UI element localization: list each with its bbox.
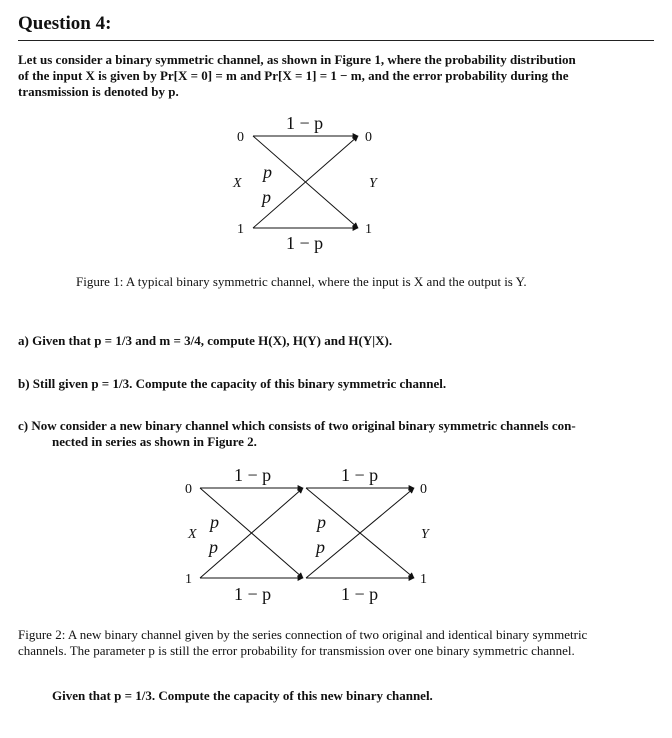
fig2-cross-left-a: p [210, 512, 219, 532]
fig1-input-var: X [233, 176, 242, 191]
part-b-question: b) Still given p = 1/3. Compute the capacity of this binary symmetric channel. [18, 376, 447, 391]
fig2-input-0: 0 [185, 482, 192, 497]
fig2-top-label-left: 1 − p [234, 465, 272, 485]
part-c-question-line-1: c) Now consider a new binary channel which consists of two original binary symmetric channels con- [18, 418, 576, 433]
fig1-cross-label-b: p [262, 187, 271, 207]
fig1-output-var: Y [369, 176, 377, 191]
fig2-output-0: 0 [420, 482, 427, 497]
final-question: Given that p = 1/3. Compute the capacity of this new binary channel. [52, 688, 433, 703]
fig2-top-label-right: 1 − p [341, 465, 379, 485]
fig1-top-label: 1 − p [286, 113, 324, 133]
question-title: Question 4: [18, 13, 112, 34]
fig2-cross-right-a: p [317, 512, 326, 532]
figure-1-caption: Figure 1: A typical binary symmetric channel, where the input is X and the output is Y. [76, 274, 527, 289]
part-c-question-line-2: nected in series as shown in Figure 2. [52, 434, 257, 449]
fig2-input-1: 1 [185, 572, 192, 587]
fig2-cross-right-b: p [316, 537, 325, 557]
fig1-input-0: 0 [237, 130, 244, 145]
part-a-question: a) Given that p = 1/3 and m = 3/4, compute H(X), H(Y) and H(Y|X). [18, 333, 393, 348]
intro-line-3: transmission is denoted by p. [18, 84, 179, 99]
figure-2-caption [18, 627, 608, 659]
figure-2-caption-line-1: Figure 2: A new binary channel given by the series connection of two original and identical binary symmetric [18, 627, 588, 642]
fig1-output-0: 0 [365, 130, 372, 145]
fig1-input-1: 1 [237, 222, 244, 237]
fig2-output-var: Y [421, 527, 429, 542]
figure-1-edges [253, 136, 358, 228]
fig2-bottom-label-right: 1 − p [341, 584, 379, 604]
fig1-output-1: 1 [365, 222, 372, 237]
figure-2-edges [200, 488, 414, 578]
intro-line-2: of the input X is given by Pr[X = 0] = m and Pr[X = 1] = 1 − m, and the error probability during the [18, 68, 569, 83]
fig2-cross-left-b: p [209, 537, 218, 557]
fig1-cross-label-a: p [263, 162, 272, 182]
intro-line-1: Let us consider a binary symmetric channel, as shown in Figure 1, where the probability distribution [18, 52, 576, 67]
fig2-output-1: 1 [420, 572, 427, 587]
fig2-bottom-label-left: 1 − p [234, 584, 272, 604]
figure-2-caption-line-2: channels. The parameter p is still the error probability for transmission over one binary symmetric channel. [18, 643, 575, 658]
fig2-input-var: X [188, 527, 197, 542]
fig1-bottom-label: 1 − p [286, 233, 324, 253]
